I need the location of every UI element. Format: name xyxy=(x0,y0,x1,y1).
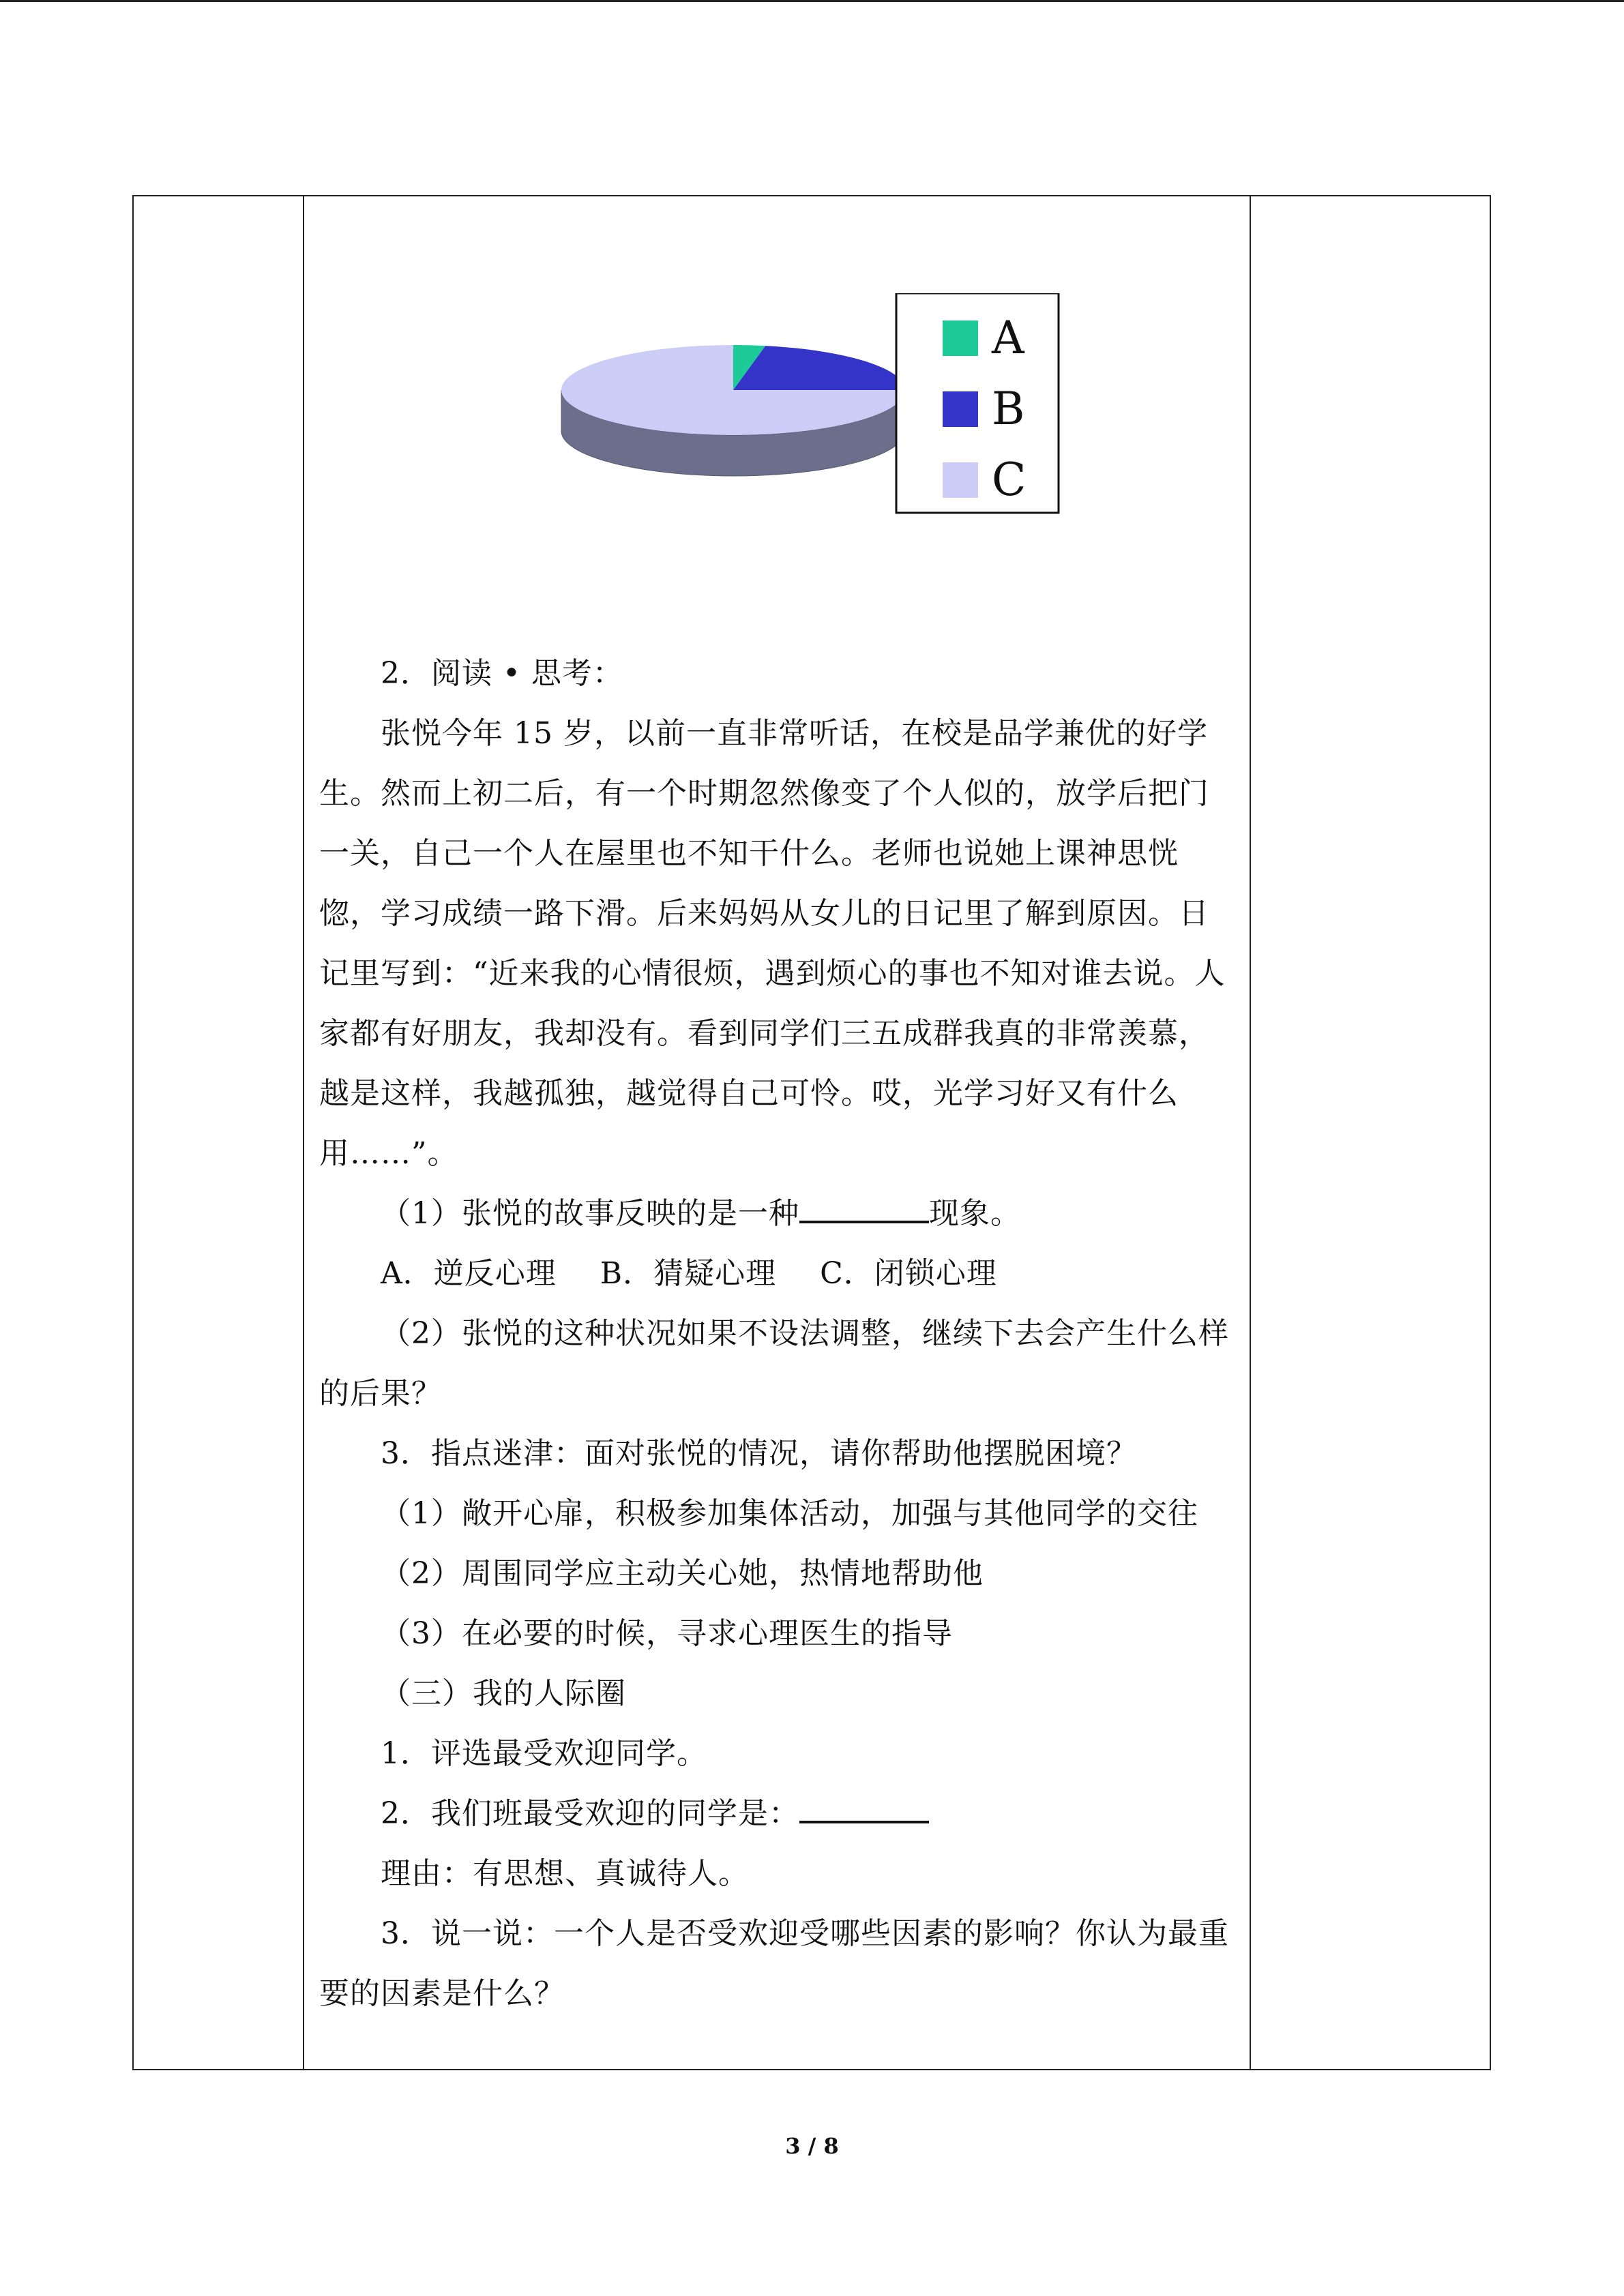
section2-heading: 2．阅读 • 思考： xyxy=(381,656,623,691)
page-top-rule xyxy=(0,0,1624,2)
page-number: 3 / 8 xyxy=(785,2133,839,2159)
option-c: C．闭锁心理 xyxy=(820,1256,997,1291)
legend-label-a: A xyxy=(992,312,1024,364)
legend-swatch-b xyxy=(943,391,978,427)
answer-blank-2[interactable] xyxy=(799,1785,929,1823)
option-b: B．猜疑心理 xyxy=(600,1256,777,1291)
question-2: （2）张悦的这种状况如果不设法调整，继续下去会产生什么样的后果？ xyxy=(319,1316,1229,1411)
part3-reason: 理由：有思想、真诚待人。 xyxy=(381,1856,749,1891)
question-1 xyxy=(319,1184,1233,1244)
part3-item-2-text: 2．我们班最受欢迎的同学是： xyxy=(381,1796,799,1831)
part3-item-3: 3．说一说：一个人是否受欢迎受哪些因素的影响？你认为最重要的因素是什么？ xyxy=(319,1916,1229,2011)
table-column-divider-1 xyxy=(303,196,304,2069)
answer-blank-1[interactable] xyxy=(799,1185,929,1223)
legend-swatch-c xyxy=(943,462,978,498)
pie-chart xyxy=(559,293,1064,525)
part3-item-1: 1．评选最受欢迎同学。 xyxy=(381,1736,707,1771)
legend-swatch-a xyxy=(943,320,978,356)
guidance-item-1: （1）敞开心扉，积极参加集体活动，加强与其他同学的交往 xyxy=(381,1496,1198,1531)
legend-label-b: B xyxy=(992,383,1025,435)
story-paragraph: 张悦今年 15 岁，以前一直非常听话，在校是品学兼优的好学生。然而上初二后，有一个时期忽然像变了个人似的，放学后把门一关，自己一个人在屋里也不知干什么。老师也说她上课神思恍惚，学习成绩一路下滑。后来妈妈从女儿的日记里了解到原因。日记里写到：“近来我的心情很烦，遇到烦心的事也不知对谁去说。人家都有好朋友，我却没有。看到同学们三五成群我真的非常羡慕，越是这样，我越孤独，越觉得自己可怜。哎，光学习好又有什么用……”。 xyxy=(319,716,1226,1171)
guidance-item-3: （3）在必要的时候，寻求心理医生的指导 xyxy=(381,1616,953,1651)
part3-item-2 xyxy=(319,1784,1233,1844)
legend-label-c: C xyxy=(992,453,1027,506)
section3-heading: 3．指点迷津：面对张悦的情况，请你帮助他摆脱困境？ xyxy=(381,1436,1137,1471)
option-a: A．逆反心理 xyxy=(381,1256,557,1291)
guidance-item-2: （2）周围同学应主动关心她，热情地帮助他 xyxy=(381,1556,984,1591)
question-1-suffix: 现象。 xyxy=(929,1196,1021,1231)
part3-heading: （三）我的人际圈 xyxy=(381,1676,626,1711)
table-column-divider-2 xyxy=(1250,196,1251,2069)
question-1-text: （1）张悦的故事反映的是一种 xyxy=(381,1196,799,1231)
lesson-content xyxy=(319,644,1233,2024)
pie-chart-body xyxy=(561,345,905,476)
question-1-options xyxy=(319,1244,1233,1304)
